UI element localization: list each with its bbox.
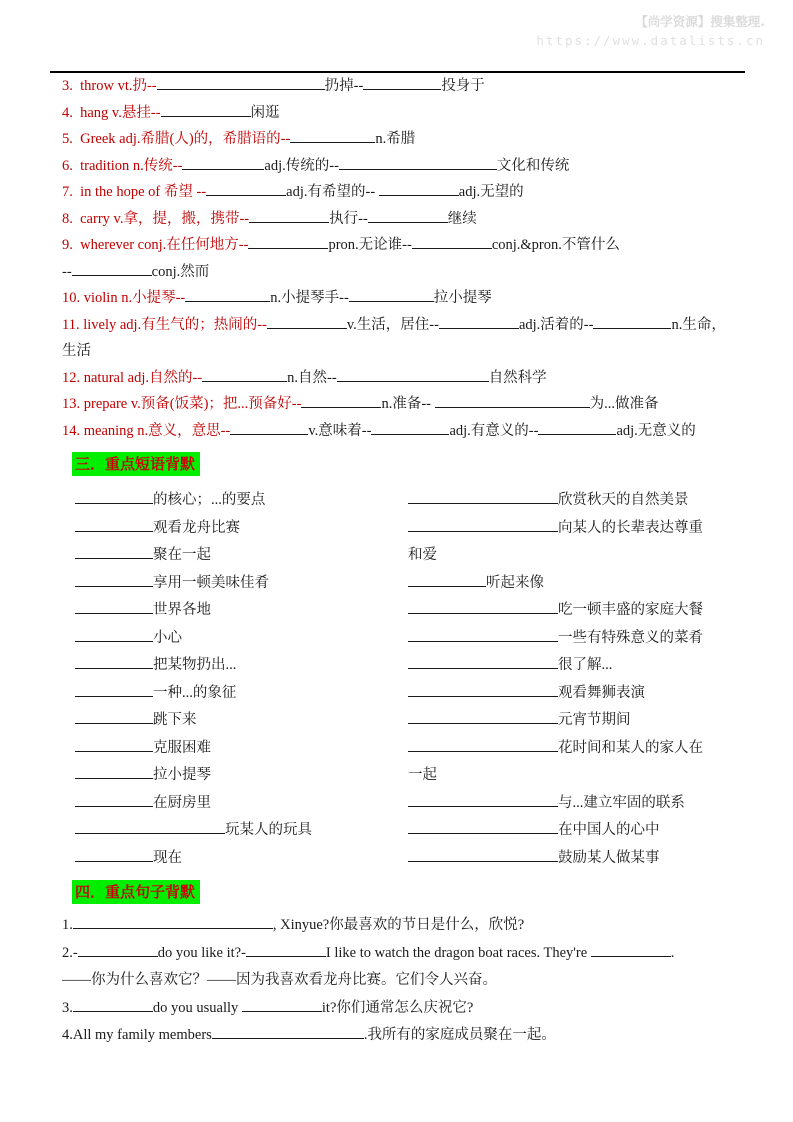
- body-text: 很了解...: [558, 657, 613, 673]
- fill-in-blank: [435, 395, 590, 408]
- fill-in-blank: [591, 944, 671, 957]
- fill-in-blank: [73, 999, 153, 1012]
- fill-in-blank: [408, 684, 558, 697]
- fill-in-blank: [182, 157, 264, 170]
- fill-in-blank: [593, 316, 671, 329]
- sentence-line: [62, 940, 734, 968]
- vocab-line: [62, 179, 734, 206]
- body-text: 吃一顿丰盛的家庭大餐: [558, 602, 703, 618]
- sentence-line: [62, 995, 734, 1023]
- phrase-row: [408, 817, 734, 845]
- fill-in-blank: [408, 491, 558, 504]
- fill-in-blank: [75, 821, 225, 834]
- body-text: 1.: [62, 917, 73, 933]
- fill-in-blank: [412, 236, 492, 249]
- phrase-row: [75, 570, 408, 598]
- fill-in-blank: [408, 519, 558, 532]
- sentence-line: [62, 912, 734, 940]
- section-header-sentences: 四．重点句子背默: [72, 880, 200, 904]
- phrase-row: [75, 680, 408, 708]
- fill-in-blank: [290, 130, 375, 143]
- body-text: 现在: [153, 849, 182, 866]
- phrase-row: [75, 762, 408, 790]
- phrase-row: [408, 762, 734, 790]
- fill-in-blank: [75, 711, 153, 724]
- body-text: 和爱: [408, 547, 437, 563]
- body-text: adj.无意义的: [616, 422, 696, 439]
- phrase-row: [75, 515, 408, 543]
- phrase-columns: [62, 487, 734, 872]
- body-text: it?你们通常怎么庆祝它?: [321, 999, 474, 1016]
- headword-text: 14. meaning n.意义，意思--: [62, 422, 231, 439]
- fill-in-blank: [337, 369, 489, 382]
- fill-in-blank: [371, 422, 449, 435]
- phrase-row: [75, 790, 408, 818]
- fill-in-blank: [75, 656, 153, 669]
- body-text: 向某人的长辈表达尊重: [558, 519, 703, 536]
- headword-text: 6. tradition n.传统--: [62, 157, 183, 174]
- phrase-row: [408, 487, 734, 515]
- headword-text: 10. violin n.小提琴--: [62, 290, 186, 306]
- fill-in-blank: [248, 236, 328, 249]
- body-text: .我所有的家庭成员聚在一起。: [363, 1027, 556, 1043]
- phrase-row: [75, 487, 408, 515]
- body-text: 与...建立牢固的联系: [558, 794, 685, 811]
- body-text: 2.-: [62, 944, 78, 961]
- fill-in-blank: [75, 739, 153, 752]
- fill-in-blank: [242, 999, 322, 1012]
- vocab-line: [62, 391, 734, 418]
- body-text: 欣赏秋天的自然美景: [558, 492, 689, 508]
- body-text: 花时间和某人的家人在: [558, 739, 703, 756]
- phrase-row: [75, 845, 408, 873]
- phrase-row: [408, 790, 734, 818]
- body-text: n.生命，: [671, 316, 726, 333]
- body-text: adj.无望的: [458, 184, 524, 200]
- fill-in-blank: [206, 183, 286, 196]
- headword-text: 7. in the hope of 希望 --: [62, 184, 207, 200]
- body-text: 克服困难: [153, 739, 211, 756]
- vocab-line: [62, 206, 734, 233]
- fill-in-blank: [408, 601, 558, 614]
- fill-in-blank: [75, 601, 153, 614]
- body-text: adj.有意义的--: [449, 422, 539, 439]
- phrase-row: [408, 735, 734, 763]
- body-text: n.希腊: [375, 131, 416, 147]
- phrase-row: [75, 652, 408, 680]
- phrase-row: [408, 652, 734, 680]
- sentence-line: [62, 967, 734, 995]
- fill-in-blank: [246, 944, 326, 957]
- watermark-source: 【尚学资源】搜集整理.: [635, 14, 765, 29]
- fill-in-blank: [408, 849, 558, 862]
- fill-in-blank: [249, 210, 329, 223]
- body-text: 3.: [62, 999, 73, 1016]
- body-text: 扔掉--: [324, 78, 364, 94]
- phrase-row: [408, 570, 734, 598]
- fill-in-blank: [439, 316, 519, 329]
- body-text: 把某物扔出...: [153, 657, 237, 673]
- phrase-row: [408, 542, 734, 570]
- headword-text: 13. prepare v.预备(饭菜)；把...预备好--: [62, 396, 302, 412]
- fill-in-blank: [408, 739, 558, 752]
- phrase-row: [75, 625, 408, 653]
- body-text: 观看舞狮表演: [558, 684, 645, 701]
- phrase-row: [408, 625, 734, 653]
- vocab-list: [62, 73, 734, 444]
- phrase-row: [75, 542, 408, 570]
- fill-in-blank: [73, 916, 273, 929]
- phrase-row: [408, 680, 734, 708]
- fill-in-blank: [230, 422, 308, 435]
- sentence-line: [62, 1022, 734, 1050]
- body-text: 闲逛: [250, 104, 280, 121]
- body-text: 4.All my family members: [62, 1027, 212, 1043]
- body-text: adj.有希望的--: [286, 184, 379, 200]
- fill-in-blank: [75, 546, 153, 559]
- fill-in-blank: [408, 656, 558, 669]
- body-text: 自然科学: [488, 369, 547, 386]
- body-text: n.自然--: [287, 369, 337, 386]
- body-text: 玩某人的玩具: [225, 822, 312, 838]
- body-text: , Xinyue?你最喜欢的节日是什么，欣悦?: [272, 917, 525, 933]
- section-header-phrases: 三．重点短语背默: [72, 452, 200, 476]
- watermark: [536, 12, 765, 50]
- body-text: .: [670, 944, 675, 961]
- body-text: adj.传统的--: [264, 157, 339, 174]
- body-text: n.小提琴手--: [270, 290, 349, 306]
- phrase-row: [408, 597, 734, 625]
- fill-in-blank: [379, 183, 459, 196]
- fill-in-blank: [157, 77, 325, 90]
- headword-text: 11. lively adj.有生气的；热闹的--: [62, 316, 267, 333]
- body-text: 观看龙舟比赛: [153, 519, 240, 536]
- fill-in-blank: [75, 794, 153, 807]
- body-text: 执行--: [329, 210, 368, 227]
- headword-text: 8. carry v.拿，提，搬，携带--: [62, 210, 250, 227]
- fill-in-blank: [212, 1026, 364, 1039]
- body-text: 的核心；...的要点: [153, 492, 266, 508]
- phrase-row: [75, 735, 408, 763]
- body-text: 听起来像: [486, 574, 544, 591]
- body-text: 小心: [153, 629, 182, 646]
- phrase-row: [408, 515, 734, 543]
- fill-in-blank: [349, 289, 434, 302]
- fill-in-blank: [363, 77, 441, 90]
- body-text: 世界各地: [153, 602, 211, 618]
- body-text: 鼓励某人做某事: [558, 849, 660, 866]
- body-text: --: [62, 263, 72, 280]
- fill-in-blank: [267, 316, 347, 329]
- fill-in-blank: [72, 263, 152, 276]
- phrase-row: [408, 845, 734, 873]
- body-text: pron.无论谁--: [328, 237, 412, 253]
- vocab-line: [62, 312, 734, 339]
- fill-in-blank: [75, 519, 153, 532]
- fill-in-blank: [75, 629, 153, 642]
- fill-in-blank: [301, 395, 381, 408]
- section-header-row-sentences: [62, 880, 734, 906]
- body-text: conj.然而: [151, 263, 210, 280]
- vocab-line: [62, 73, 734, 100]
- vocab-line: [62, 338, 734, 365]
- body-text: 在厨房里: [153, 794, 211, 811]
- headword-text: 4. hang v.悬挂--: [62, 104, 161, 121]
- fill-in-blank: [75, 766, 153, 779]
- vocab-line: [62, 418, 734, 445]
- phrase-column-left: [62, 487, 408, 872]
- fill-in-blank: [75, 491, 153, 504]
- phrase-row: [75, 707, 408, 735]
- body-text: 投身于: [441, 78, 485, 94]
- headword-text: 12. natural adj.自然的--: [62, 369, 203, 386]
- vocab-line: [62, 153, 734, 180]
- body-text: 一起: [408, 767, 437, 783]
- body-text: do you like it?-: [157, 944, 246, 961]
- headword-text: 3. throw vt.扔--: [62, 78, 157, 94]
- fill-in-blank: [161, 104, 251, 117]
- vocab-line: [62, 259, 734, 286]
- body-text: 跳下来: [153, 712, 197, 728]
- vocab-line: [62, 285, 734, 312]
- phrase-row: [408, 707, 734, 735]
- body-text: 享用一顿美味佳肴: [153, 574, 269, 591]
- body-text: 聚在一起: [153, 547, 211, 563]
- fill-in-blank: [408, 629, 558, 642]
- body-text: 为...做准备: [589, 396, 659, 412]
- body-text: I like to watch the dragon boat races. They're: [325, 944, 591, 961]
- body-text: 继续: [447, 210, 477, 227]
- section-header-row-phrases: [62, 452, 734, 478]
- fill-in-blank: [408, 711, 558, 724]
- body-text: adj.活着的--: [518, 316, 594, 333]
- sentence-list: [62, 912, 734, 1050]
- body-text: 生活: [62, 343, 91, 359]
- phrase-column-right: [408, 487, 734, 872]
- body-text: v.意味着--: [308, 422, 372, 439]
- body-text: n.准备--: [381, 396, 435, 412]
- vocab-line: [62, 126, 734, 153]
- fill-in-blank: [78, 944, 158, 957]
- body-text: 一些有特殊意义的菜肴: [558, 629, 703, 646]
- phrase-row: [75, 597, 408, 625]
- fill-in-blank: [185, 289, 270, 302]
- fill-in-blank: [368, 210, 448, 223]
- body-text: 在中国人的心中: [558, 822, 660, 838]
- body-text: ——你为什么喜欢它？——因为我喜欢看龙舟比赛。它们令人兴奋。: [62, 972, 497, 988]
- vocab-line: [62, 365, 734, 392]
- fill-in-blank: [408, 574, 486, 587]
- fill-in-blank: [75, 574, 153, 587]
- body-text: 拉小提琴: [153, 767, 211, 783]
- vocab-line: [62, 100, 734, 127]
- headword-text: 5. Greek adj.希腊(人)的，希腊语的--: [62, 131, 291, 147]
- page-content: [62, 73, 734, 1050]
- watermark-url: https://www.datalists.cn: [536, 33, 765, 48]
- body-text: 元宵节期间: [558, 712, 631, 728]
- fill-in-blank: [339, 157, 497, 170]
- body-text: do you usually: [152, 999, 242, 1016]
- body-text: 一种...的象征: [153, 684, 237, 701]
- fill-in-blank: [75, 849, 153, 862]
- body-text: conj.&pron.不管什么: [491, 237, 620, 253]
- fill-in-blank: [408, 794, 558, 807]
- fill-in-blank: [202, 369, 287, 382]
- headword-text: 9. wherever conj.在任何地方--: [62, 237, 249, 253]
- fill-in-blank: [538, 422, 616, 435]
- fill-in-blank: [75, 684, 153, 697]
- body-text: v.生活，居住--: [346, 316, 439, 333]
- body-text: 拉小提琴: [433, 290, 492, 306]
- body-text: 文化和传统: [496, 157, 570, 174]
- vocab-line: [62, 232, 734, 259]
- phrase-row: [75, 817, 408, 845]
- fill-in-blank: [408, 821, 558, 834]
